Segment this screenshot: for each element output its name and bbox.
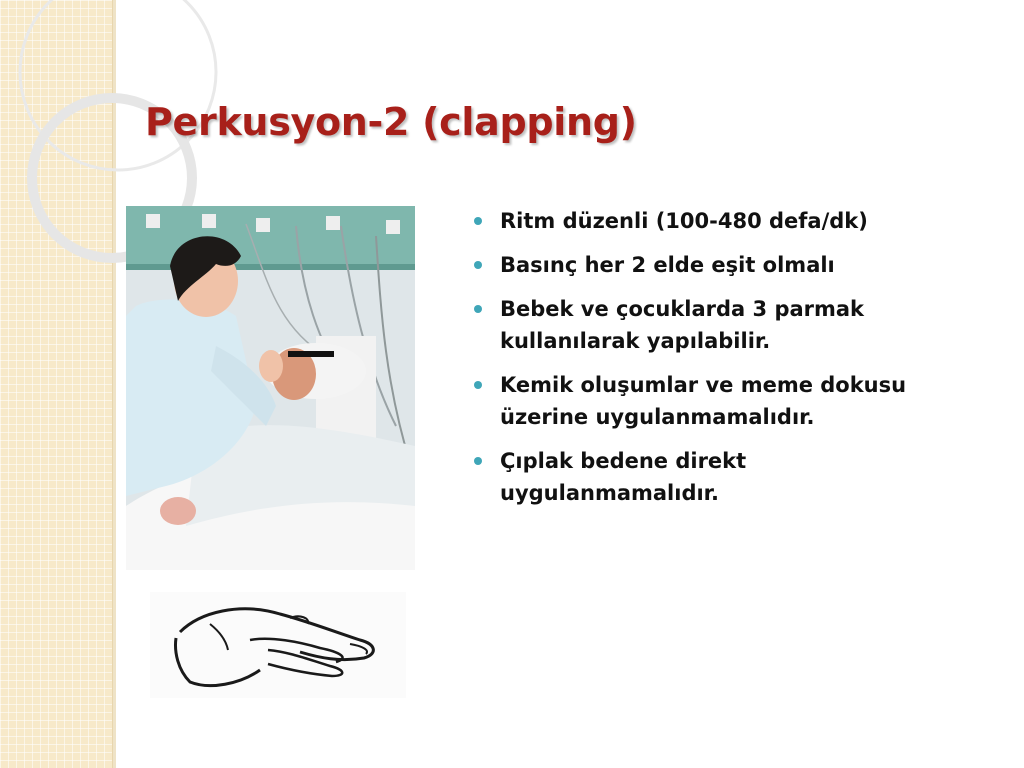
bullet-dot-icon (474, 381, 482, 389)
bullet-item (470, 445, 920, 509)
bullet-dot-icon (474, 261, 482, 269)
bullet-item (470, 293, 920, 357)
bullet-item (470, 249, 920, 281)
hospital-photo (126, 206, 415, 570)
slide-title: Perkusyon-2 (clapping) (145, 100, 637, 144)
bullet-text: Basınç her 2 elde eşit olmalı (500, 253, 835, 277)
bullet-text: Ritm düzenli (100-480 defa/dk) (500, 209, 868, 233)
bullet-text: Bebek ve çocuklarda 3 parmak kullanılarak yapılabilir. (500, 297, 865, 353)
bullet-list (470, 205, 920, 521)
bullet-text: Kemik oluşumlar ve meme dokusu üzerine uygulanmamalıdır. (500, 373, 907, 429)
cupped-hand-drawing (150, 592, 406, 698)
bullet-dot-icon (474, 217, 482, 225)
bullet-item (470, 205, 920, 237)
bullet-item (470, 369, 920, 433)
bullet-dot-icon (474, 457, 482, 465)
bullet-text: Çıplak bedene direkt uygulanmamalıdır. (500, 449, 747, 505)
bullet-dot-icon (474, 305, 482, 313)
